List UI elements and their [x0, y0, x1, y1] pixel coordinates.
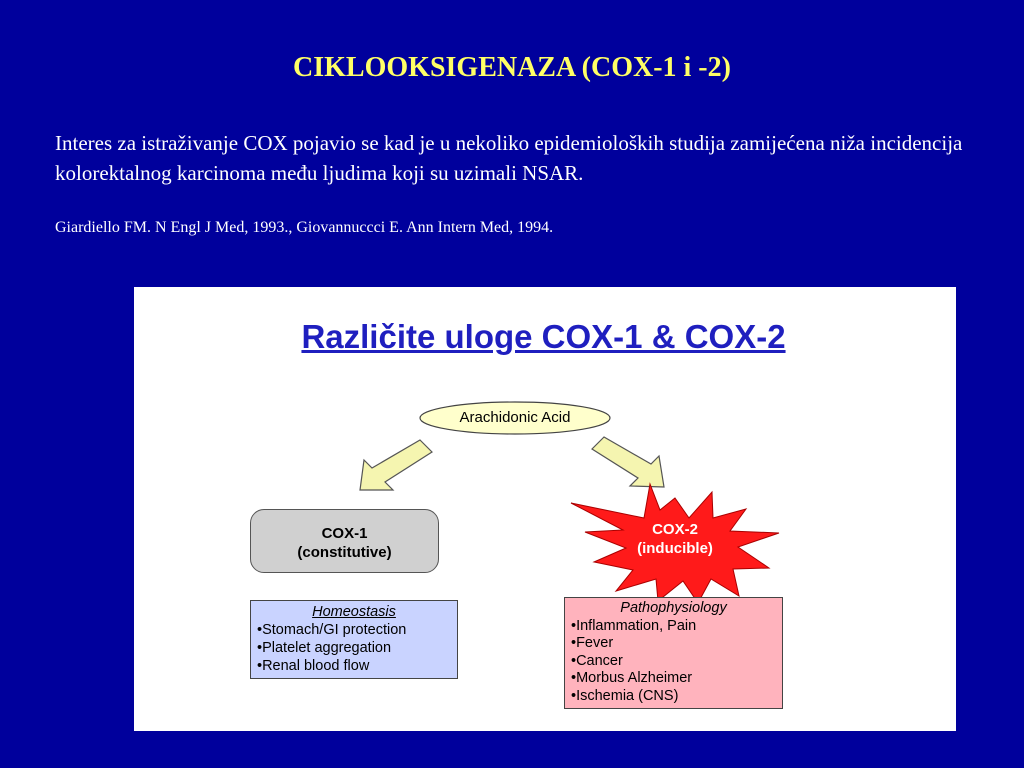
- pathophysiology-box: [564, 597, 783, 709]
- intro-paragraph: Interes za istraživanje COX pojavio se kad je u nekoliko epidemioloških studija zamijećena niža incidencija kolorektalnog karcinoma među ljudima koji su uzimali NSAR.: [55, 131, 963, 185]
- diagram-title: Različite uloge COX-1 & COX-2: [301, 318, 786, 355]
- cox2-name: COX-2: [652, 521, 698, 538]
- cox1-name: COX-1: [321, 525, 368, 542]
- list-item: • Cancer: [571, 653, 776, 671]
- slide-title: CIKLOOKSIGENAZA (COX-1 i -2): [293, 52, 731, 83]
- cox1-node: [250, 509, 439, 573]
- list-item: • Inflammation, Pain: [571, 618, 776, 636]
- cox2-type: (inducible): [637, 540, 713, 557]
- list-item: • Platelet aggregation: [257, 639, 451, 657]
- cox1-type: (constitutive): [297, 544, 392, 561]
- pathophysiology-heading: Pathophysiology: [620, 600, 727, 616]
- arachidonic-acid-label: Arachidonic Acid: [459, 409, 571, 426]
- citation-text: Giardiello FM. N Engl J Med, 1993., Giovannuccci E. Ann Intern Med, 1994.: [55, 219, 554, 236]
- list-item: • Fever: [571, 635, 776, 653]
- cox2-node: [590, 520, 760, 558]
- list-item: • Morbus Alzheimer: [571, 670, 776, 688]
- arrow-to-cox1-icon: [360, 440, 432, 490]
- arrow-to-cox2-icon: [592, 437, 664, 487]
- list-item: • Renal blood flow: [257, 657, 451, 675]
- pathophysiology-list: [571, 618, 776, 706]
- homeostasis-list: [257, 621, 451, 675]
- list-item: • Stomach/GI protection: [257, 621, 451, 639]
- homeostasis-box: [250, 600, 458, 679]
- homeostasis-heading: Homeostasis: [312, 604, 396, 620]
- list-item: • Ischemia (CNS): [571, 688, 776, 706]
